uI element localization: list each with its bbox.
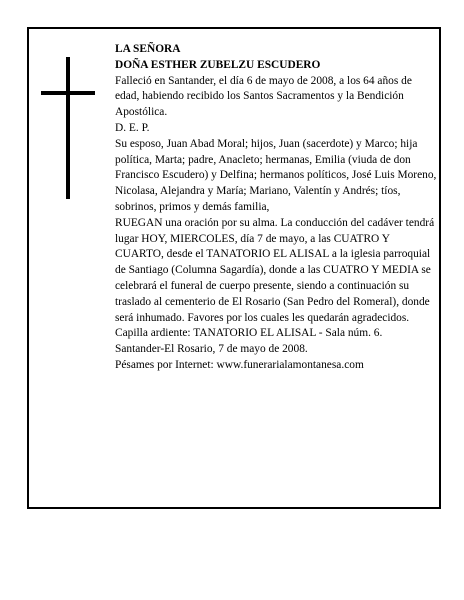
condolences-line: Pésames por Internet: www.funerarialamontanesa.com	[115, 358, 364, 371]
dep-text: D. E. P.	[115, 121, 150, 134]
death-paragraph: Falleció en Santander, el día 6 de mayo de 2008, a los 64 años de edad, habiendo recibido los Santos Sacramentos y la Bendición Apostólica.	[115, 74, 412, 119]
deceased-name: DOÑA ESTHER ZUBELZU ESCUDERO	[115, 58, 321, 71]
family-paragraph: Su esposo, Juan Abad Moral; hijos, Juan (sacerdote) y Marco; hija política, Marta; padre, Anacleto; hermanas, Emilia (viuda de don Francisco Escudero) y Delfina; hermanos políticos, José Luis Moreno, Nicolasa, Alejandra y María; Mariano, Valentín y Andrés; tíos, sobrinos, primos y demás familia,	[115, 137, 437, 213]
notice-title: LA SEÑORA	[115, 43, 181, 55]
cross-vertical-bar	[66, 57, 70, 199]
obituary-text	[115, 42, 437, 374]
place-date: Santander-El Rosario, 7 de mayo de 2008.	[115, 343, 308, 356]
obituary-notice	[27, 27, 441, 509]
latin-cross-icon	[41, 57, 95, 199]
request-paragraph: RUEGAN una oración por su alma. La conducción del cadáver tendrá lugar HOY, MIERCOLES, día 7 de mayo, a las CUATRO Y CUARTO, desde el TANATORIO EL ALISAL a la iglesia parroquial de Santiago (Columna Sagardía), donde a las CUATRO Y MEDIA se celebrará el funeral de cuerpo presente, siendo a continuación su traslado al cementerio de El Rosario (San Pedro del Romeral), donde será inhumado. Favores por los cuales les quedarán agradecidos. Capilla ardiente: TANATORIO EL ALISAL - Sala núm. 6.	[115, 216, 435, 340]
cross-horizontal-bar	[41, 91, 95, 95]
